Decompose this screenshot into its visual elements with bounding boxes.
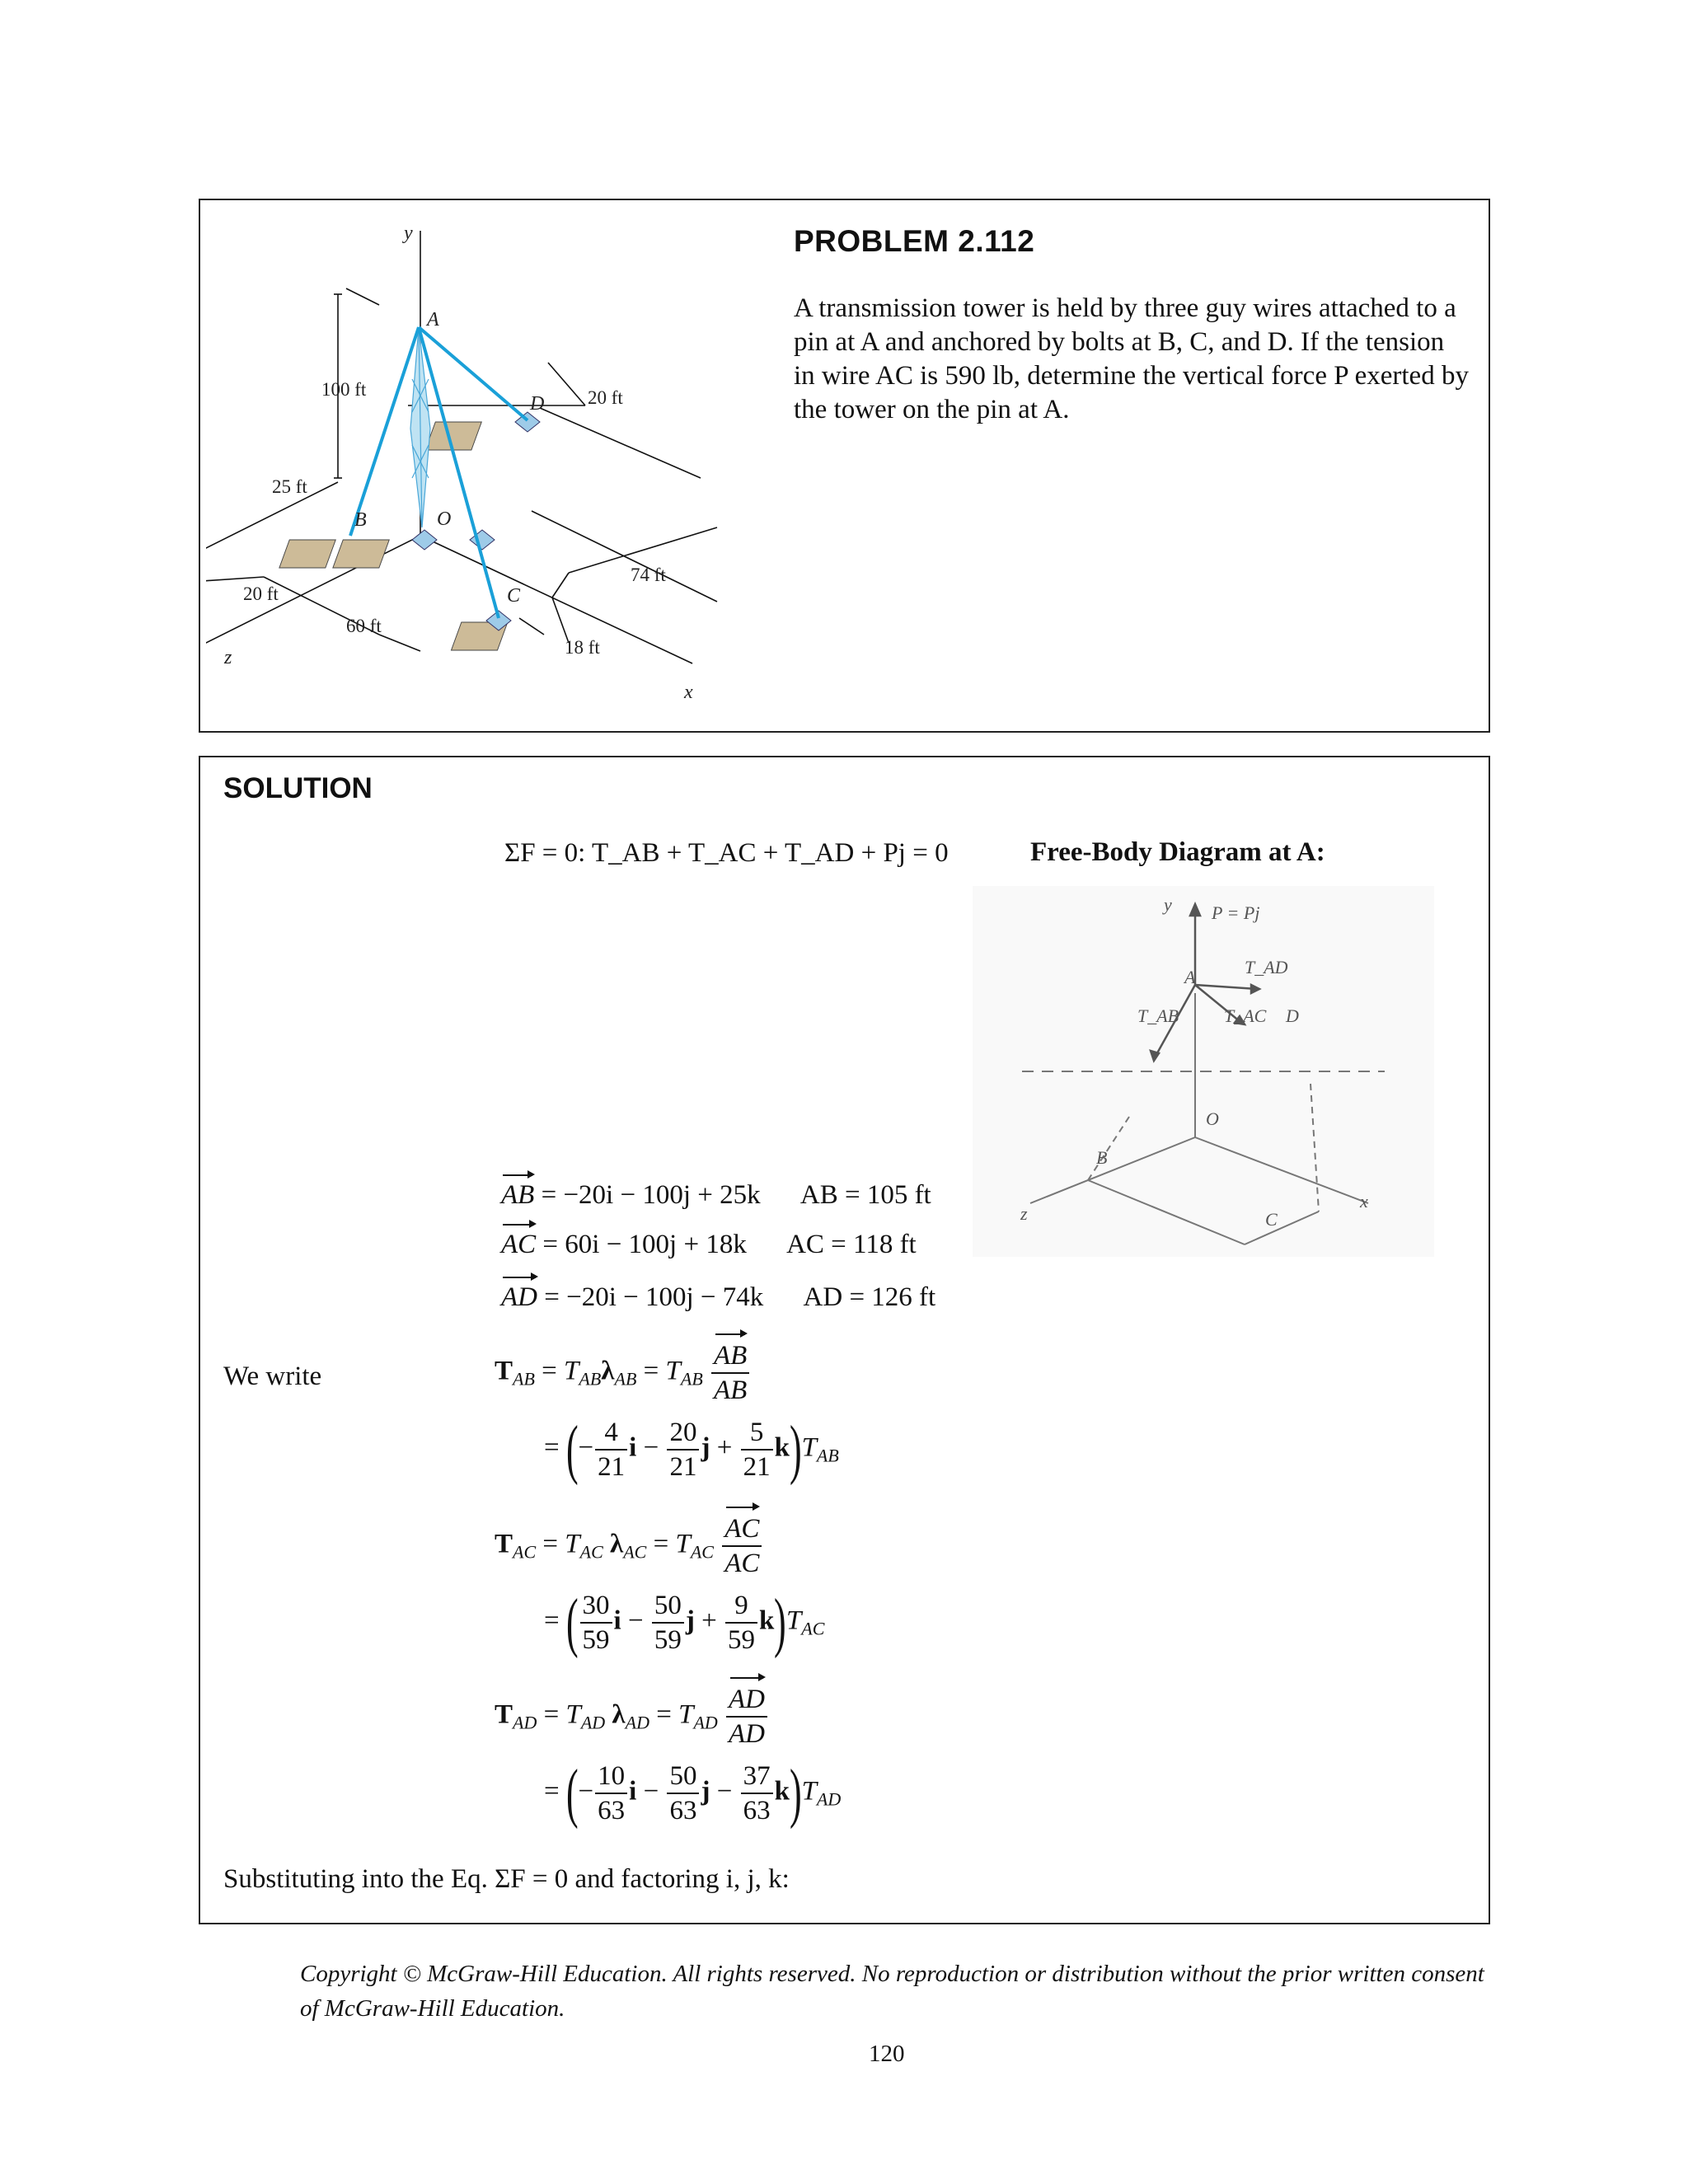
problem-title: PROBLEM 2.112 [794, 224, 1035, 258]
vector-ad-name: AD [501, 1282, 537, 1312]
dim-20-top: 20 ft [588, 387, 623, 408]
tad-n1: 10 [595, 1760, 627, 1794]
label-b: B [354, 509, 367, 531]
page-number: 120 [869, 2041, 905, 2067]
tad-n3: 37 [741, 1760, 773, 1794]
tac-d3: 59 [727, 1625, 755, 1655]
vector-ab-components: = −20i − 100j + 25k [541, 1180, 761, 1210]
tension-ac-definition: $T_{AC} = T_{AC}$ $\lambda_{AC} = T_{AC}$ $\frac{AC}{AC}$ [495, 1512, 763, 1580]
fbd-label-b: B [1096, 1147, 1108, 1168]
vector-ab-length: AB = 105 ft [799, 1180, 931, 1210]
equilibrium-equation: ΣF = 0: T_AB + T_AC + T_AD + Pj = 0 [504, 838, 949, 868]
problem-text: A transmission tower is held by three guy wires attached to a pin at A and anchored by bolts at B, C, and D. If the tension in wire AC is 590 lb, determine the vertical force P exerted by the tower on the pin at A. [794, 293, 1469, 424]
block-b [333, 540, 389, 568]
label-a: A [427, 309, 439, 330]
fbd-label-p: P = Pj [1212, 902, 1260, 923]
vector-ad-components: = −20i − 100j − 74k [544, 1282, 764, 1312]
tad-n2: 50 [667, 1760, 699, 1794]
label-o: O [437, 509, 452, 530]
tad-d1: 63 [598, 1796, 626, 1825]
tension-ac-components: = ( $\frac{30}{59}$ i − $\frac{50}{59}$ j + $\frac{9}{59}$ $k)T_{AC}$ [544, 1586, 825, 1659]
tab-n3: 5 [741, 1416, 773, 1451]
fbd-label-tab: T_AB [1137, 1005, 1179, 1026]
fbd-label-x: x [1360, 1191, 1368, 1212]
fbd-title: Free-Body Diagram at A: [1030, 837, 1325, 867]
free-body-diagram [973, 886, 1434, 1257]
block-d [425, 422, 481, 450]
fbd-label-tac: T_AC [1224, 1005, 1267, 1026]
tac-n3: 9 [725, 1589, 757, 1624]
vector-ad-row [501, 1282, 935, 1313]
vector-ad-length: AD = 126 ft [803, 1282, 936, 1312]
vector-ac-name: AC [501, 1230, 537, 1259]
substituting-line: Substituting into the Eq. ΣF = 0 and factoring i, j, k: [223, 1864, 790, 1894]
solution-title: SOLUTION [223, 772, 373, 804]
we-write-label: We write [223, 1361, 322, 1391]
wire-ad [419, 327, 528, 420]
fbd-label-z: z [1020, 1203, 1028, 1224]
dim-25: 25 ft [272, 476, 307, 497]
tab-n1: 4 [595, 1416, 627, 1451]
vector-ac-components: = 60i − 100j + 18k [542, 1230, 747, 1259]
copyright-notice: Copyright © McGraw-Hill Education. All rights reserved. No reproduction or distribution without the prior written consent of McGraw-Hill Education. [300, 1961, 1484, 2022]
tad-d3: 63 [743, 1796, 771, 1825]
tad-frac-len: AD [729, 1719, 766, 1749]
tension-ab-definition: $T_{AB} = T_{AB}\lambda_{AB} = T_{AB}$ $\frac{AB}{AB}$ [495, 1339, 751, 1407]
vector-ab-name: AB [501, 1180, 535, 1210]
tad-d2: 63 [669, 1796, 697, 1825]
dim-60: 60 ft [346, 616, 382, 636]
label-c: C [507, 585, 521, 607]
fbd-label-o: O [1206, 1108, 1219, 1129]
fbd-label-y: y [1164, 894, 1172, 915]
tab-d1: 21 [598, 1452, 626, 1482]
tac-frac-len: AC [724, 1549, 760, 1578]
label-x: x [684, 682, 693, 703]
dim-20-left: 20 ft [243, 583, 279, 604]
fbd-label-d: D [1286, 1005, 1299, 1026]
tension-ad-definition: $T_{AD} = T_{AD}$ $\lambda_{AD} = T_{AD}$ $\frac{AD}{AD}$ [495, 1683, 769, 1750]
guy-wires [350, 327, 528, 618]
fbd-label-a: A [1184, 967, 1196, 987]
dim-74: 74 ft [631, 565, 666, 585]
vector-ac-row [501, 1230, 917, 1260]
label-y: y [404, 223, 413, 244]
label-z: z [224, 647, 232, 668]
tab-n2: 20 [667, 1416, 699, 1451]
foundation-blocks [279, 412, 540, 650]
fbd-label-c: C [1265, 1209, 1278, 1230]
tab-d2: 21 [669, 1452, 697, 1482]
dim-18: 18 ft [565, 637, 600, 658]
wire-ac [419, 327, 499, 618]
label-d: D [530, 393, 545, 415]
block-o [279, 540, 335, 568]
tac-n2: 50 [652, 1589, 684, 1624]
tac-frac-vec: AC [724, 1514, 760, 1544]
tab-frac-len: AB [714, 1376, 748, 1405]
tac-d1: 59 [582, 1625, 610, 1655]
tad-frac-vec: AD [729, 1685, 766, 1714]
tab-frac-vec: AB [714, 1341, 748, 1371]
vector-ac-length: AC = 118 ft [786, 1230, 917, 1259]
dim-height: 100 ft [321, 379, 367, 400]
fbd-label-tad: T_AD [1245, 957, 1288, 977]
vector-ab-row [501, 1180, 931, 1211]
tab-d3: 21 [743, 1452, 771, 1482]
tac-n1: 30 [580, 1589, 612, 1624]
tension-ad-components: = (− $\frac{10}{63}$ i − $\frac{50}{63}$ j − $\frac{37}{63}$ $k)T_{AD}$ [544, 1757, 842, 1830]
tension-ab-components: = (− $\frac{4}{21}$ i − $\frac{20}{21}$ j + $\frac{5}{21}$ $k)T_{AB}$ [544, 1413, 839, 1486]
wire-ab [350, 327, 419, 536]
tac-d2: 59 [654, 1625, 682, 1655]
tower-figure [206, 214, 767, 725]
